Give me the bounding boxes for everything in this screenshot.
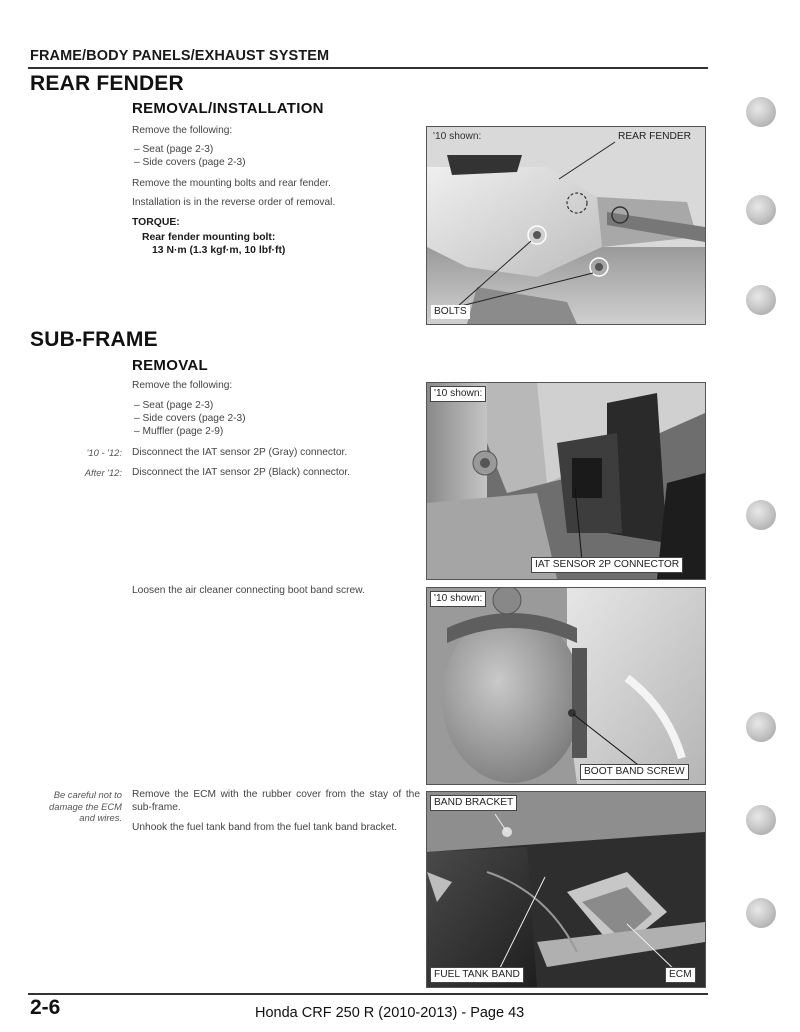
subsection-removal-installation: REMOVAL/INSTALLATION (132, 100, 324, 117)
sub-frame-intro: Remove the following: (132, 380, 233, 391)
rear-fender-photo (426, 126, 706, 325)
list-item: – Side covers (page 2-3) (134, 157, 246, 168)
photo-shown-label: '10 shown: (430, 386, 486, 402)
rear-fender-intro: Remove the following: (132, 125, 233, 136)
callout-iat-sensor-connector: IAT SENSOR 2P CONNECTOR (531, 557, 683, 573)
list-item: – Side covers (page 2-3) (134, 413, 246, 424)
thumb-tab (746, 195, 776, 225)
thumb-tab (746, 712, 776, 742)
thumb-tab (746, 805, 776, 835)
caution-note-line: and wires. (79, 812, 122, 823)
sub-frame-step: Disconnect the IAT sensor 2P (Black) connector. (132, 467, 351, 478)
subsection-removal: REMOVAL (132, 357, 208, 374)
thumb-tab (746, 500, 776, 530)
list-item: – Seat (page 2-3) (134, 144, 214, 155)
sub-frame-step: Remove the ECM with the rubber cover from the stay of the sub-frame. (132, 789, 420, 813)
header-rule (28, 67, 708, 69)
sub-frame-step: Loosen the air cleaner connecting boot band screw. (132, 585, 365, 596)
torque-label: TORQUE: (132, 217, 180, 228)
footer-rule (28, 993, 708, 995)
section-title-rear-fender: REAR FENDER (30, 72, 184, 95)
rear-fender-step: Installation is in the reverse order of removal. (132, 197, 336, 208)
callout-bolts: BOLTS (431, 305, 470, 319)
callout-fuel-tank-band: FUEL TANK BAND (430, 967, 524, 983)
section-title-sub-frame: SUB-FRAME (30, 328, 158, 351)
callout-rear-fender: REAR FENDER (618, 131, 692, 142)
caution-note-line: damage the ECM (49, 800, 122, 812)
caution-note-line: Be careful not to (53, 789, 122, 800)
boot-band-photo (426, 587, 706, 785)
list-item: – Muffler (page 2-9) (134, 426, 224, 437)
sub-frame-step: Disconnect the IAT sensor 2P (Gray) connector. (132, 447, 348, 458)
thumb-tab (746, 285, 776, 315)
torque-value: 13 N·m (1.3 kgf·m, 10 lbf·ft) (152, 245, 286, 256)
torque-item: Rear fender mounting bolt: (142, 232, 276, 243)
photo-shown-label: '10 shown: (433, 131, 482, 142)
ecm-photo (426, 791, 706, 988)
callout-boot-band-screw: BOOT BAND SCREW (580, 764, 689, 780)
iat-sensor-photo (426, 382, 706, 580)
callout-band-bracket: BAND BRACKET (430, 795, 517, 811)
rear-fender-step: Remove the mounting bolts and rear fender. (132, 178, 331, 189)
model-note: After '12: (84, 467, 122, 478)
callout-ecm: ECM (665, 967, 696, 983)
thumb-tab (746, 898, 776, 928)
caution-note (30, 789, 122, 824)
footer-text: Honda CRF 250 R (2010-2013) - Page 43 (255, 1005, 525, 1021)
model-note: '10 - '12: (86, 447, 122, 458)
list-item: – Seat (page 2-3) (134, 400, 214, 411)
chapter-header: FRAME/BODY PANELS/EXHAUST SYSTEM (30, 48, 330, 64)
thumb-tab (746, 97, 776, 127)
sub-frame-step: Unhook the fuel tank band from the fuel tank band bracket. (132, 822, 398, 833)
photo-shown-label: '10 shown: (430, 591, 486, 607)
page-number: 2-6 (30, 996, 61, 1019)
